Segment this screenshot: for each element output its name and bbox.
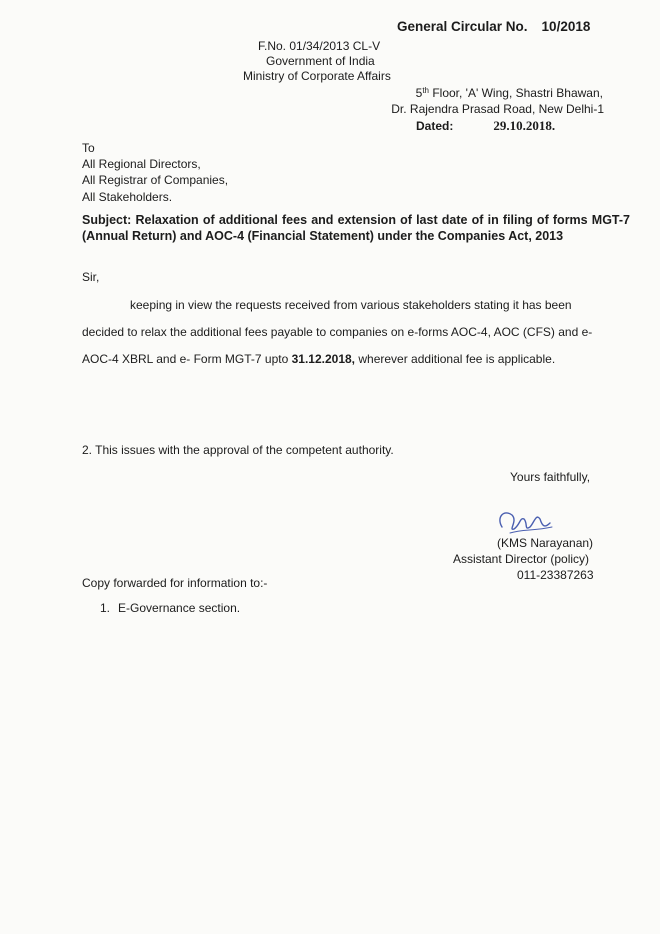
signatory-name: (KMS Narayanan) — [497, 536, 594, 550]
circular-number-line — [397, 19, 590, 34]
closing: Yours faithfully, — [510, 470, 591, 484]
copy-forwarded-label: Copy forwarded for information to:- — [82, 576, 268, 590]
dated-line — [416, 118, 555, 134]
dated-value: 29.10.2018. — [493, 118, 556, 133]
circular-number: 10/2018 — [541, 19, 591, 34]
file-number: F.No. 01/34/2013 CL-V — [258, 39, 381, 53]
government-line: Government of India — [266, 54, 375, 68]
circular-label: General Circular No. — [397, 19, 528, 34]
signature-image — [490, 505, 560, 539]
signatory-phone: 011-23387263 — [517, 568, 594, 582]
deadline-date: 31.12.2018, — [291, 352, 356, 366]
body-line-3-end: wherever additional fee is applicable. — [355, 352, 556, 366]
salutation: Sir, — [82, 270, 100, 284]
address-floor-suffix: th — [422, 86, 429, 95]
body-line-2: decided to relax the additional fees payable to companies on e-forms AOC-4, AOC (CFS) and e- — [82, 325, 593, 339]
to-label: To — [82, 141, 95, 155]
address-line-2: Dr. Rajendra Prasad Road, New Delhi-1 — [391, 102, 604, 116]
recipient-item: All Registrar of Companies, — [82, 173, 229, 187]
dated-label: Dated: — [416, 119, 454, 133]
recipient-item: All Regional Directors, — [82, 157, 201, 171]
subject-line: Subject: Relaxation of additional fees and extension of last date of in filing of forms MGT-7 (Annual Return) and AOC-4 (Financial Statement) under the Companies Act, 2013 — [82, 213, 630, 243]
copy-list-item — [100, 601, 240, 615]
paragraph-2: 2. This issues with the approval of the competent authority. — [82, 443, 394, 457]
body-line-3-start: AOC-4 XBRL and e- Form MGT-7 upto — [82, 352, 292, 366]
body-line-1: keeping in view the requests received from various stakeholders stating it has been — [130, 298, 572, 312]
address-line-1-rest: Floor, 'A' Wing, Shastri Bhawan, — [429, 86, 603, 100]
signatory-designation: Assistant Director (policy) — [453, 552, 590, 566]
body-line-3 — [82, 352, 555, 366]
list-marker: 1. — [100, 601, 111, 615]
recipient-item: All Stakeholders. — [82, 190, 173, 204]
list-item-text: E-Governance section. — [118, 601, 241, 615]
address-line-1 — [416, 86, 603, 100]
ministry-line: Ministry of Corporate Affairs — [243, 69, 391, 83]
address-floor: 5 — [415, 86, 423, 100]
